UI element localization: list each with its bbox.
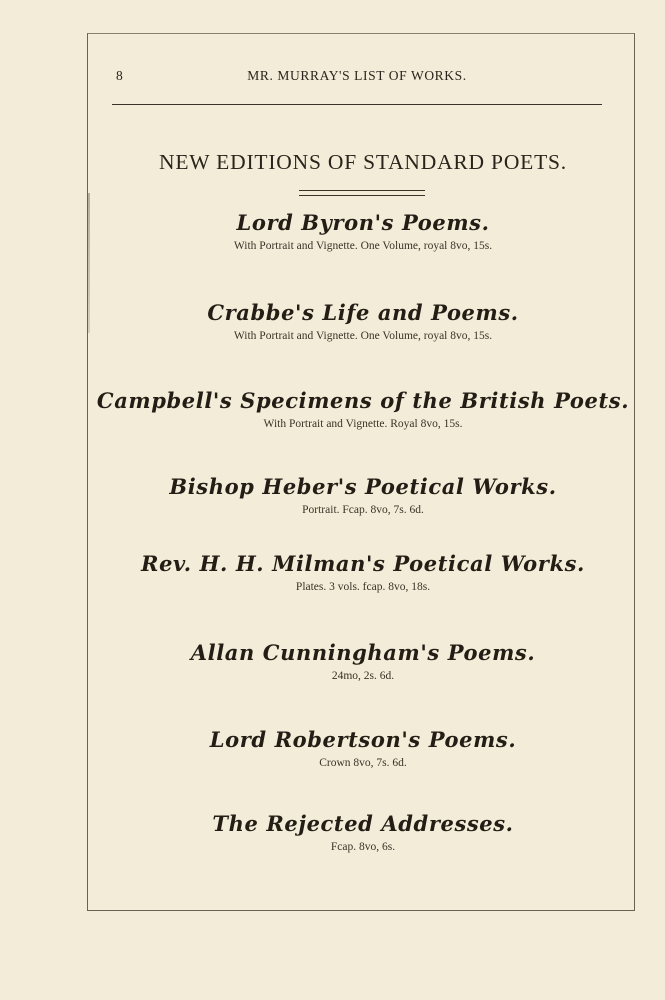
list-item (90, 640, 636, 684)
title-rule-bottom (299, 195, 425, 196)
entry-title: Lord Byron's Poems. (236, 210, 490, 235)
list-item (90, 551, 636, 595)
list-item (90, 727, 636, 771)
title-rule-top (299, 190, 425, 191)
entry-detail: 24mo, 2s. 6d. (331, 670, 395, 682)
entry-title: Campbell's Specimens of the British Poets. (96, 388, 630, 413)
list-item (90, 300, 636, 344)
entry-detail: With Portrait and Vignette. One Volume, royal 8vo, 15s. (233, 330, 493, 342)
list-item (90, 388, 636, 432)
entry-title: Crabbe's Life and Poems. (207, 300, 519, 325)
entry-detail: With Portrait and Vignette. One Volume, royal 8vo, 15s. (233, 240, 493, 252)
list-item (90, 811, 636, 855)
section-title: NEW EDITIONS OF STANDARD POETS. (159, 150, 567, 174)
list-item (90, 210, 636, 254)
entry-detail: Portrait. Fcap. 8vo, 7s. 6d. (302, 504, 424, 516)
running-title: MR. MURRAY'S LIST OF WORKS. (247, 68, 467, 83)
page-number: 8 (116, 68, 124, 83)
entry-title: Allan Cunningham's Poems. (190, 640, 536, 665)
entry-detail: Plates. 3 vols. fcap. 8vo, 18s. (295, 581, 431, 593)
entry-title: Rev. H. H. Milman's Poetical Works. (141, 551, 585, 576)
entry-detail: Crown 8vo, 7s. 6d. (319, 757, 407, 769)
entry-detail: Fcap. 8vo, 6s. (330, 841, 396, 853)
page-header (112, 68, 602, 88)
entry-title: The Rejected Addresses. (212, 811, 514, 836)
entry-title: Lord Robertson's Poems. (209, 727, 517, 752)
entry-detail: With Portrait and Vignette. Royal 8vo, 15s. (263, 418, 463, 430)
list-item (90, 474, 636, 518)
header-rule (112, 104, 602, 105)
entry-title: Bishop Heber's Poetical Works. (169, 474, 557, 499)
